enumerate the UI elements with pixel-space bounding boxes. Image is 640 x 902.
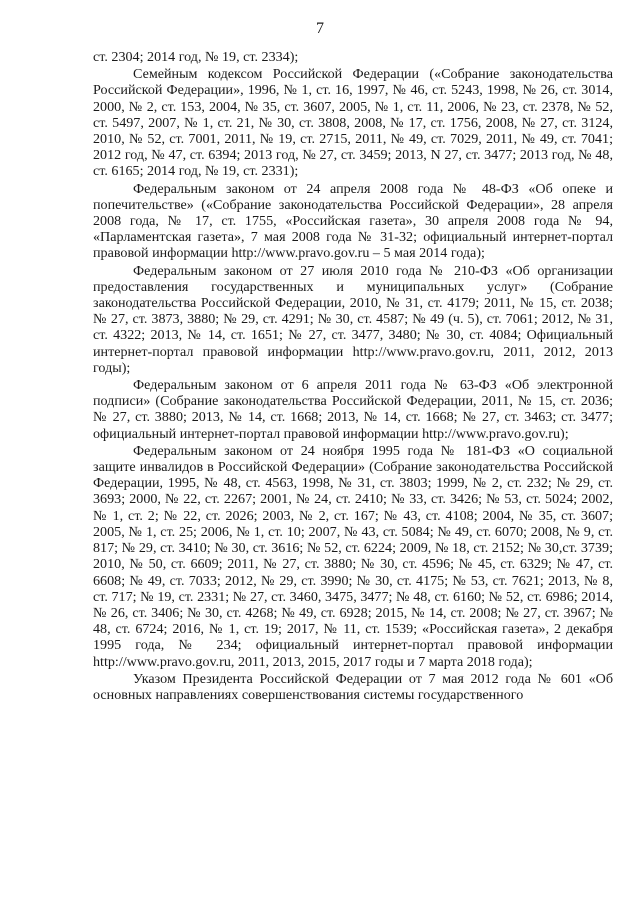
document-body bbox=[93, 49, 613, 704]
paragraph-disabled-protection-law: Федеральным законом от 24 ноября 1995 года № 181-ФЗ «О социальной защите инвалидов в Российской Федерации» (Собрание законодательства Российской Федерации, 1995, № 48, ст. 4563, 1998, № 31, ст. 3803; 1999, № 2, ст. 232; № 29, ст. 3693; 2000, № 22, ст. 2267; 2001, № 24, ст. 2410; № 33, ст. 3426; № 53, ст. 5024; 2002, № 1, ст. 2; № 22, ст. 2026; 2003, № 2, ст. 167; № 43, ст. 4108; 2004, № 35, ст. 3607; 2005, № 1, ст. 25; 2006, № 1, ст. 10; 2007, № 43, ст. 5084; № 49, ст. 6070; 2008, № 9, ст. 817; № 29, ст. 3410; № 30, ст. 3616; № 52, ст. 6224; 2009, № 18, ст. 2152; № 30,ст. 3739; 2010, № 50, ст. 6609; 2011, № 27, ст. 3880; № 30, ст. 4596; № 45, ст. 6329; № 47, ст. 6608; № 49, ст. 7033; 2012, № 29, ст. 3990; № 30, ст. 4175; № 53, ст. 7621; 2013, № 8, ст. 717; № 19, ст. 2331; № 27, ст. 3460, 3475, 3477; № 48, ст. 6160; № 52, ст. 6986; 2014, № 26, ст. 3406; № 30, ст. 4268; № 49, ст. 6928; 2015, № 14, ст. 2008; № 27, ст. 3967; № 48, ст. 6724; 2016, № 1, ст. 19; 2017, № 11, ст. 1539; «Российская газета», 2 декабря 1995 года, № 234; официальный интернет-портал правовой информации http://www.pravo.gov.ru, 2011, 2013, 2015, 2017 годы и 7 марта 2018 года); bbox=[93, 442, 613, 670]
paragraph-presidential-decree: Указом Президента Российской Федерации от 7 мая 2012 года № 601 «Об основных направлениях совершенствования системы государственного bbox=[93, 670, 613, 703]
page-number: 7 bbox=[316, 20, 324, 37]
paragraph-continuation: ст. 2304; 2014 год, № 19, ст. 2334); bbox=[93, 49, 299, 65]
paragraph-electronic-signature-law: Федеральным законом от 6 апреля 2011 года № 63-ФЗ «Об электронной подписи» (Собрание законодательства Российской Федерации, 2011, № 15, ст. 2036; № 27, ст. 3880; 2013, № 14, ст. 1668; 2013, № 14, ст. 1668; № 27, ст. 3463; ст. 3477; официальный интернет-портал правовой информации http://www.pravo.gov.ru); bbox=[93, 377, 613, 442]
paragraph-family-code: Семейным кодексом Российской Федерации («Собрание законодательства Российской Федерации», 1996, № 1, ст. 16, 1997, № 46, ст. 5243, 1998, № 26, ст. 3014, 2000, № 2, ст. 153, 2004, № 35, ст. 3607, 2005, № 1, ст. 11, 2006, № 23, ст. 2378, № 52, ст. 5497, 2007, № 1, ст. 21, № 30, ст. 3808, 2008, № 17, ст. 1756, 2008, № 27, ст. 3124, 2010, № 52, ст. 7001, 2011, № 19, ст. 2715, 2011, № 49, ст. 7029, 2011, № 49, ст. 7041; 2012 год, № 47, ст. 6394; 2013 год, № 27, ст. 3459; 2013, N 27, ст. 3477; 2013 год, № 48, ст. 6165; 2014 год, № 19, ст. 2331); bbox=[93, 66, 613, 180]
paragraph-public-services-law: Федеральным законом от 27 июля 2010 года № 210-ФЗ «Об организации предоставления государственных и муниципальных услуг» (Собрание законодательства Российской Федерации, 2010, № 31, ст. 4179; 2011, № 15, ст. 2038; № 27, ст. 3873, 3880; № 29, ст. 4291; № 30, ст. 4587; № 49 (ч. 5), ст. 7061; 2012, № 31, ст. 4322; 2013, № 14, ст. 1651; № 27, ст. 3477, 3480; № 30, ст. 4084; Официальный интернет-портал правовой информации http://www.pravo.gov.ru, 2011, 2012, 2013 годы); bbox=[93, 262, 613, 376]
paragraph-guardianship-law: Федеральным законом от 24 апреля 2008 года № 48-ФЗ «Об опеке и попечительстве» («Собрание законодательства Российской Федерации», 28 апреля 2008 года, № 17, ст. 1755, «Российская газета», 30 апреля 2008 года № 94, «Парламентская газета», 7 мая 2008 года № 31-32; официальный интернет-портал правовой информации http://www.pravo.gov.ru – 5 мая 2014 года); bbox=[93, 180, 613, 262]
